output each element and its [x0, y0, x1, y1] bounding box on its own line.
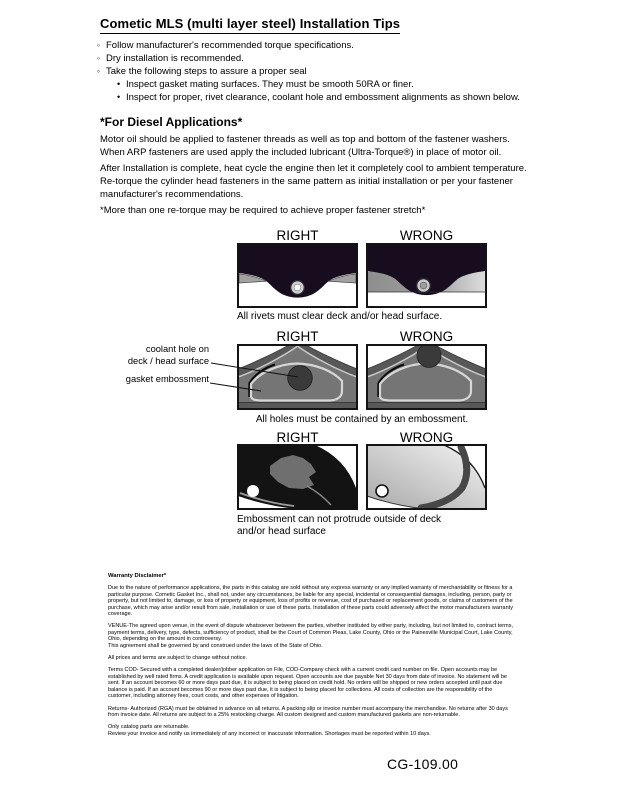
tip-text: Inspect gasket mating surfaces. They must be smooth 50RA or finer. — [126, 79, 414, 90]
disclaimer-paragraph: Review your invoice and notify us immediately of any incorrect or inaccurate information. Shortages must be reported within 10 days. — [108, 730, 431, 737]
list-item — [97, 52, 537, 65]
list-item — [97, 39, 537, 52]
tips-list — [97, 39, 537, 104]
diagram-hole-right — [237, 344, 358, 410]
list-item — [117, 91, 537, 104]
tip-text: Take the following steps to assure a proper seal — [106, 66, 307, 77]
wrong-label-row1: WRONG — [399, 228, 454, 243]
diagram-rivet-right — [237, 243, 358, 308]
circle-bullet-icon: ◦ — [97, 40, 101, 50]
disclaimer-paragraph: Only catalog parts are returnable. — [108, 724, 190, 731]
disclaimer-paragraph: Due to the nature of performance applications, the parts in this catalog are sold without any express warranty or any implied warranty of merchantability or fitness for a particular purpose. Cometic Gasket Inc., shall not, under any circumstances, be liable for any special, incidental or consequential damages, including, person, party or property, but not limited to, damage, or loss of property or equipment, loss of profits or revenue, cost of purchased or replacement goods, or claims of customers of the purchase, which may arise and/or result from sale, installation or use of these parts. Installation of these parts could adversely affect the motor manufacturers warranty coverage. — [108, 585, 513, 618]
circle-bullet-icon: ◦ — [97, 53, 101, 63]
wrong-label-row2: WRONG — [399, 329, 454, 344]
disclaimer-paragraph: All prices and terms are subject to change without notice. — [108, 655, 248, 662]
tip-text: Follow manufacturer's recommended torque specifications. — [106, 40, 354, 51]
tip-text: Inspect for proper, rivet clearance, coolant hole and embossment alignments as shown below. — [126, 92, 520, 103]
list-item — [97, 65, 537, 78]
caption-row1: All rivets must clear deck and/or head surface. — [237, 311, 443, 322]
diagram-hole-wrong — [366, 344, 487, 410]
retorque-note: *More than one re-torque may be required to achieve proper fastener stretch* — [100, 205, 426, 216]
dot-bullet-icon: • — [117, 92, 121, 102]
gasket-embossment-label: gasket embossment — [125, 374, 209, 384]
list-item — [117, 78, 537, 91]
caption-row2: All holes must be contained by an embossment. — [255, 414, 469, 425]
coolant-hole-label: coolant hole on deck / head surface — [127, 344, 209, 366]
circle-bullet-icon: ◦ — [97, 66, 101, 76]
disclaimer-paragraph: Returns- Authorized (RGA) must be obtained in advance on all returns. A packing slip or invoice number must accompany the merchandise. No returns after 30 days from invoice date. All returns are subject to a 25% restocking charge. All custom designed and custom manufactured gaskets are non-returnable. — [108, 705, 508, 718]
disclaimer-heading: Warranty Disclaimer* — [108, 573, 167, 579]
warranty-disclaimer — [108, 573, 514, 737]
diagram-embossment-right — [237, 444, 358, 510]
diagram-rivet-wrong — [366, 243, 487, 308]
disclaimer-paragraph: Terms COD- Secured with a completed dealer/jobber application on File, COD-Company check with a current credit card number on file. Open accounts may be established by well rated firms. A credit application is available upon request. Open accounts are due payable Net 30 days from date of invoice. No statement will be sent. If an account becomes 60 or more days past due, it is subject to being placed on credit hold. No orders will be shipped or new orders accepted until past due balance is paid. If an account becomes 90 or more days past due, it is subject to being placed for collections. All costs of collection are the responsibility of the customer, including attorney fees, court costs, and other expenses of litigation. — [108, 667, 507, 700]
disclaimer-paragraph: VENUE-The agreed upon venue, in the event of dispute whatsoever between the parties, whether instituted by either party, including, but not limited to, contract terms, payment terms, delivery, type, defects, sufficiency of product, shall be the Court of Common Pleas, Lake County, Ohio or the Painesville Municipal Court, Lake County, Ohio, depending on the amount in controversy. — [108, 623, 513, 643]
dot-bullet-icon: • — [117, 79, 121, 89]
diagram-embossment-wrong — [366, 444, 487, 510]
right-label-row2: RIGHT — [276, 329, 319, 344]
page-number: CG-109.00 — [387, 756, 459, 772]
disclaimer-paragraph: This agreement shall be governed by and construed under the laws of the State of Ohio. — [108, 642, 323, 649]
diesel-paragraph-1: Motor oil should be applied to fastener threads as well as top and bottom of the fastener washers. When ARP fasteners are used apply the included lubricant (Ultra-Torque®) in place of motor oil. — [100, 134, 510, 158]
diesel-heading: *For Diesel Applications* — [100, 115, 243, 129]
right-label-row1: RIGHT — [276, 228, 319, 243]
diesel-paragraph-2: After Installation is complete, heat cycle the engine then let it completely cool to ambient temperature. Re-torque the cylinder head fasteners in the same pattern as initial installation or per your fastener manufacturer's recommendations. — [100, 163, 527, 200]
wrong-label-row3: WRONG — [399, 430, 454, 445]
right-label-row3: RIGHT — [276, 430, 319, 445]
page-title: Cometic MLS (multi layer steel) Installation Tips — [100, 16, 400, 34]
caption-row3: Embossment can not protrude outside of deck and/or head surface — [237, 514, 442, 537]
tip-text: Dry installation is recommended. — [106, 53, 244, 64]
